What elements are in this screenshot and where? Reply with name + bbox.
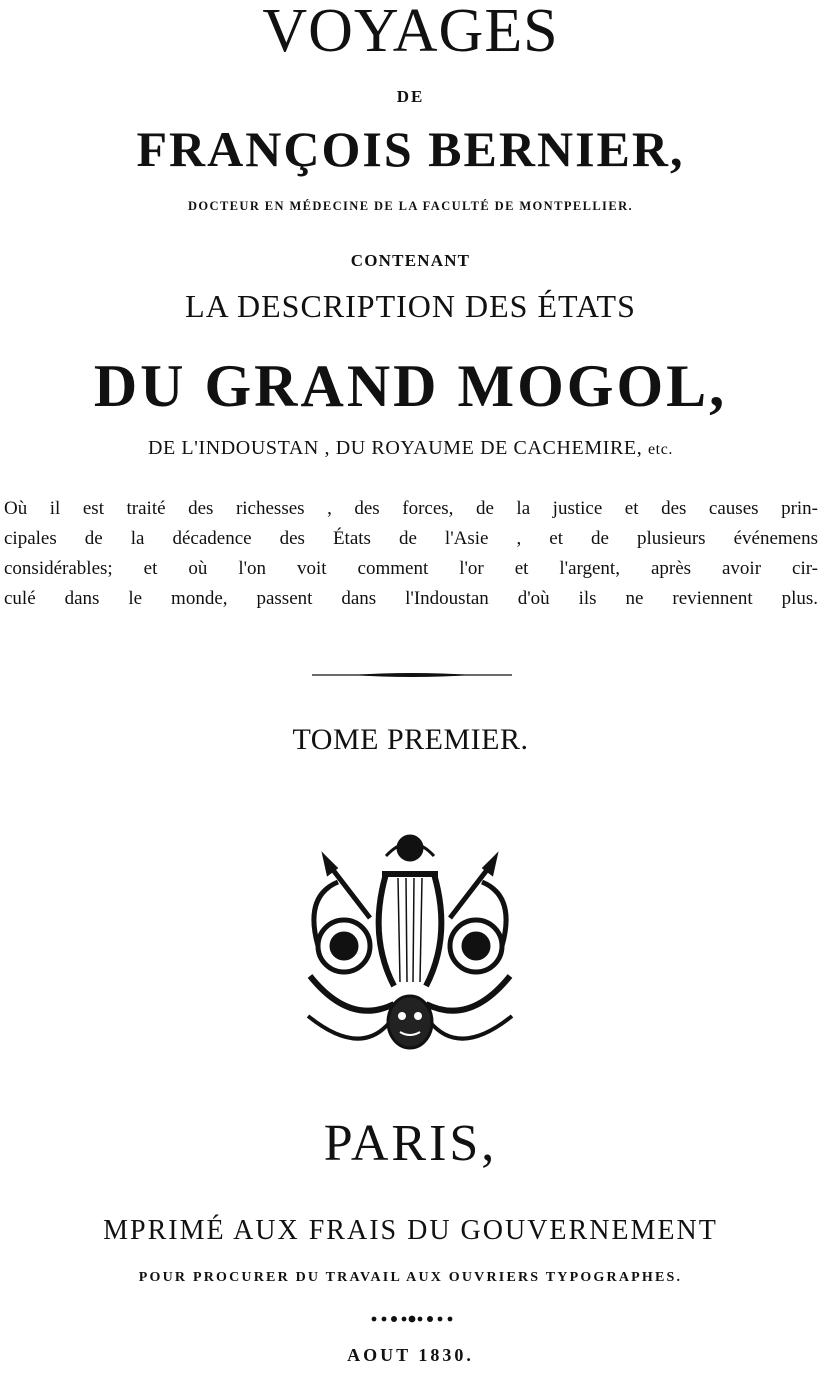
summary-line: culé dans le monde, passent dans l'Indoustan d'où ils ne reviennent plus. [4,588,818,609]
summary-line: considérables; et où l'on voit comment l'or et l'argent, après avoir cir- [4,558,818,579]
grand-mogol-heading: DU GRAND MOGOL, [93,353,728,419]
printer-purpose: POUR PROCURER DU TRAVAIL AUX OUVRIERS TYPOGRAPHES. [138,1270,683,1285]
contenant-label: CONTENANT [350,251,471,270]
author-name: FRANÇOIS BERNIER, [136,121,685,177]
volume-label: TOME PREMIER. [292,723,529,756]
city-name: PARIS, [323,1115,498,1172]
regions-text: DE L'INDOUSTAN , DU ROYAUME DE CACHEMIRE, [147,437,643,459]
ornamental-rule-icon [312,672,512,678]
author-credentials: DOCTEUR EN MÉDECINE DE LA FACULTÉ DE MONTPELLIER. [187,199,634,213]
book-title: VOYAGES [262,0,559,65]
title-connector: DE [396,87,425,106]
printer-line: MPRIMÉ AUX FRAIS DU GOUVERNEMENT [103,1215,718,1246]
lyre-vignette-icon [290,826,530,1058]
regions-etc: etc. [647,441,674,458]
dotted-ornament-icon [368,1314,456,1324]
summary-line: Où il est traité des richesses , des forces, de la justice et des causes prin- [4,498,818,519]
summary-line: cipales de la décadence des États de l'Asie , et de plusieurs événemens [4,528,818,549]
summary-paragraph [4,494,818,614]
description-line: LA DESCRIPTION DES ÉTATS [185,288,636,324]
regions-line [0,438,821,458]
publication-date: AOUT 1830. [347,1345,474,1365]
